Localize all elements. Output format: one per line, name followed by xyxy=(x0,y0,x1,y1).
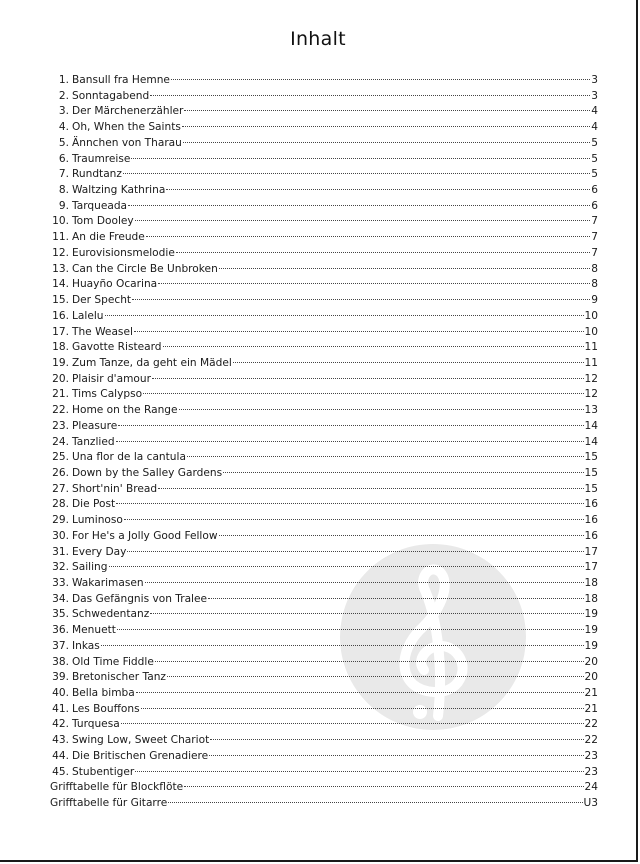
toc-entry-number: 33. xyxy=(52,577,69,589)
toc-entry-number: 44. xyxy=(52,749,69,762)
toc-entry-title: Sailing xyxy=(72,561,108,574)
toc-entry xyxy=(50,450,598,466)
dot-leader xyxy=(135,220,591,221)
toc-entry-page: 24 xyxy=(584,781,598,794)
toc-entry-number: 14. xyxy=(52,278,69,291)
toc-entry xyxy=(50,545,598,561)
toc-entry xyxy=(50,639,598,655)
toc-entry-page: 18 xyxy=(584,592,598,605)
toc-entry xyxy=(50,89,598,105)
dot-leader xyxy=(101,645,584,646)
toc-entry-title: Zum Tanze, da geht ein Mädel xyxy=(72,356,232,369)
toc-entry xyxy=(50,592,598,608)
toc-entry-number: 32. xyxy=(52,561,69,574)
dot-leader xyxy=(182,126,590,127)
toc-entry-number: 10. xyxy=(52,215,69,228)
toc-entry-title: Oh, When the Saints xyxy=(72,121,181,134)
toc-entry xyxy=(50,513,598,529)
toc-entry-title: Una flor de la cantula xyxy=(72,451,186,464)
toc-entry-title: Der Specht xyxy=(72,294,132,307)
dot-leader xyxy=(155,661,584,662)
toc-entry-title: The Weasel xyxy=(72,325,133,338)
toc-entry-page: 23 xyxy=(584,749,598,762)
dot-leader xyxy=(118,425,583,426)
toc-entry-page: 7 xyxy=(591,246,598,259)
toc-entry-title: Inkas xyxy=(72,639,100,652)
dot-leader xyxy=(233,362,584,363)
toc-entry-number: 18. xyxy=(52,341,69,354)
dot-leader xyxy=(117,629,584,630)
toc-entry-page: 13 xyxy=(584,404,598,417)
toc-entry xyxy=(50,655,598,671)
toc-entry xyxy=(50,607,598,623)
toc-entry-number: 38. xyxy=(52,655,69,668)
toc-entry-title: Tanzlied xyxy=(72,435,115,448)
toc-entry-page: 12 xyxy=(584,388,598,401)
toc-entry-number: 23. xyxy=(52,419,69,432)
dot-leader xyxy=(152,378,584,379)
dot-leader xyxy=(136,692,584,693)
toc-entry xyxy=(50,167,598,183)
toc-entry-title: Der Märchenerzähler xyxy=(72,105,184,118)
dot-leader xyxy=(109,566,584,567)
toc-entry-page: 19 xyxy=(584,608,598,621)
toc-entry-page: 11 xyxy=(584,341,598,354)
toc-entry-number: 15. xyxy=(52,294,69,307)
toc-entry-number: 21. xyxy=(52,388,69,401)
page-title: Inhalt xyxy=(290,28,346,50)
toc-entry-page: 3 xyxy=(591,89,598,102)
toc-entry-title: Waltzing Kathrina xyxy=(72,184,166,197)
toc-entry-title: An die Freude xyxy=(72,231,145,244)
toc-entry-page: 14 xyxy=(584,435,598,448)
toc-entry-number: 13. xyxy=(52,262,69,275)
toc-entry-page: 10 xyxy=(584,309,598,322)
toc-entry-page: U3 xyxy=(583,797,598,810)
toc-entry-page: 8 xyxy=(591,262,598,275)
toc-entry-page: 17 xyxy=(584,561,598,574)
toc-entry xyxy=(50,293,598,309)
dot-leader xyxy=(145,582,584,583)
dot-leader xyxy=(184,786,583,787)
dot-leader xyxy=(171,79,590,80)
toc-entry-page: 5 xyxy=(591,152,598,165)
dot-leader xyxy=(209,755,583,756)
toc-entry-title: Lalelu xyxy=(72,309,104,322)
toc-entry-number: 28. xyxy=(52,498,69,511)
dot-leader xyxy=(116,441,584,442)
toc-entry xyxy=(50,796,598,812)
toc-entry xyxy=(50,340,598,356)
toc-entry-number: 30. xyxy=(52,529,69,542)
toc-entry xyxy=(50,419,598,435)
toc-entry-page: 12 xyxy=(584,372,598,385)
toc-entry xyxy=(50,246,598,262)
toc-entry-page: 16 xyxy=(584,514,598,527)
toc-entry-page: 20 xyxy=(584,655,598,668)
toc-entry xyxy=(50,686,598,702)
toc-entry-title: Bella bimba xyxy=(72,687,135,700)
toc-entry-page: 7 xyxy=(591,231,598,244)
toc-entry-page: 17 xyxy=(584,545,598,558)
dot-leader xyxy=(150,95,590,96)
toc-entry-page: 11 xyxy=(584,356,598,369)
toc-entry xyxy=(50,529,598,545)
toc-entry-page: 3 xyxy=(591,74,598,86)
toc-entry-title: Plaisir d'amour xyxy=(72,372,151,385)
toc-entry-title: Down by the Salley Gardens xyxy=(72,466,223,479)
toc-entry-number: 7. xyxy=(58,168,69,181)
toc-entry-title: Wakarimasen xyxy=(72,577,144,589)
toc-entry-number: 4. xyxy=(58,121,69,134)
toc-entry-number: 11. xyxy=(52,231,69,244)
toc-entry-number: 6. xyxy=(58,152,69,165)
toc-entry-number: 41. xyxy=(52,702,69,715)
toc-entry-number: 39. xyxy=(52,671,69,684)
toc-entry xyxy=(50,733,598,749)
toc-entry-page: 16 xyxy=(584,529,598,542)
dot-leader xyxy=(131,158,590,159)
toc-entry-number: 12. xyxy=(52,246,69,259)
dot-leader xyxy=(219,535,584,536)
toc-entry-page: 19 xyxy=(584,624,598,637)
toc-entry-page: 4 xyxy=(591,105,598,118)
toc-entry-number: 1. xyxy=(58,74,69,86)
toc-entry-number: 34. xyxy=(52,592,69,605)
dot-leader xyxy=(158,283,590,284)
dot-leader xyxy=(184,110,590,111)
toc-entry xyxy=(50,183,598,199)
toc-entry-page: 5 xyxy=(591,136,598,149)
toc-entry-number: 37. xyxy=(52,639,69,652)
toc-entry-page: 10 xyxy=(584,325,598,338)
toc-entry xyxy=(50,136,598,152)
toc-entry xyxy=(50,309,598,325)
toc-entry xyxy=(50,623,598,639)
toc-entry xyxy=(50,466,598,482)
toc-entry xyxy=(50,576,598,592)
toc-entry-title: Gavotte Risteard xyxy=(72,341,162,354)
toc-entry-number: 16. xyxy=(52,309,69,322)
toc-entry-page: 21 xyxy=(584,702,598,715)
dot-leader xyxy=(158,488,583,489)
toc-entry-page: 19 xyxy=(584,639,598,652)
dot-leader xyxy=(124,519,584,520)
toc-entry-title: Die Post xyxy=(72,498,116,511)
toc-entry xyxy=(50,560,598,576)
toc-entry-page: 4 xyxy=(591,121,598,134)
dot-leader xyxy=(132,299,590,300)
toc-entry-number: 8. xyxy=(58,184,69,197)
toc-entry-page: 22 xyxy=(584,718,598,731)
toc-entry xyxy=(50,497,598,513)
dot-leader xyxy=(166,189,590,190)
toc-entry-page: 15 xyxy=(584,466,598,479)
toc-entry-page: 5 xyxy=(591,168,598,181)
toc-entry-title: Traumreise xyxy=(72,152,131,165)
toc-entry xyxy=(50,765,598,781)
toc-entry-title: Every Day xyxy=(72,545,127,558)
toc-entry-title: Pleasure xyxy=(72,419,118,432)
toc-entry-number: 43. xyxy=(52,734,69,747)
toc-entry-title: For He's a Jolly Good Fellow xyxy=(72,529,218,542)
toc-entry-number: 29. xyxy=(52,514,69,527)
toc-entry-title: Tom Dooley xyxy=(72,215,134,228)
toc-entry-title: Menuett xyxy=(72,624,116,637)
dot-leader xyxy=(123,173,590,174)
toc-entry xyxy=(50,120,598,136)
toc-entry-number: 31. xyxy=(52,545,69,558)
toc-entry-title: Les Bouffons xyxy=(72,702,140,715)
toc-entry-page: 8 xyxy=(591,278,598,291)
dot-leader xyxy=(134,331,584,332)
dot-leader xyxy=(135,771,583,772)
toc-entry-number: 35. xyxy=(52,608,69,621)
toc-entry-number: 25. xyxy=(52,451,69,464)
toc-entry xyxy=(50,670,598,686)
dot-leader xyxy=(127,551,583,552)
toc-entry-title: Grifftabelle für Blockflöte xyxy=(50,781,184,794)
toc-entry-title: Tims Calypso xyxy=(72,388,143,401)
toc-entry-number: 17. xyxy=(52,325,69,338)
toc-entry-number: 3. xyxy=(58,105,69,118)
dot-leader xyxy=(128,205,590,206)
dot-leader xyxy=(105,315,584,316)
dot-leader xyxy=(150,613,583,614)
toc-entry-page: 6 xyxy=(591,184,598,197)
toc-entry-number: 26. xyxy=(52,466,69,479)
toc-entry-title: Old Time Fiddle xyxy=(72,655,154,668)
toc-entry xyxy=(50,277,598,293)
dot-leader xyxy=(187,456,584,457)
toc-entry-title: Die Britischen Grenadiere xyxy=(72,749,209,762)
dot-leader xyxy=(210,739,583,740)
dot-leader xyxy=(143,393,583,394)
toc-entry-title: Bansull fra Hemne xyxy=(72,74,170,86)
toc-entry-page: 21 xyxy=(584,687,598,700)
toc-entry-number: 24. xyxy=(52,435,69,448)
toc-entry-title: Tarqueada xyxy=(72,199,128,212)
toc-entry-title: Eurovisionsmelodie xyxy=(72,246,175,259)
toc-entry xyxy=(50,262,598,278)
dot-leader xyxy=(179,409,584,410)
toc-entry-page: 18 xyxy=(584,577,598,589)
toc-entry-number: 19. xyxy=(52,356,69,369)
toc-entry-title: Home on the Range xyxy=(72,404,178,417)
dot-leader xyxy=(146,236,590,237)
toc-entry-title: Rundtanz xyxy=(72,168,122,181)
toc-entry-page: 7 xyxy=(591,215,598,228)
toc-entry xyxy=(50,152,598,168)
toc-entry-title: Sonntagabend xyxy=(72,89,150,102)
dot-leader xyxy=(223,472,583,473)
toc-entry xyxy=(50,717,598,733)
toc-entry-page: 22 xyxy=(584,734,598,747)
toc-entry xyxy=(50,372,598,388)
dot-leader xyxy=(141,708,584,709)
toc-entry-number: 45. xyxy=(52,765,69,778)
toc-entry xyxy=(50,199,598,215)
toc-entry xyxy=(50,356,598,372)
toc-entry xyxy=(50,73,598,89)
dot-leader xyxy=(183,142,590,143)
toc-entry xyxy=(50,482,598,498)
toc-entry-number: 36. xyxy=(52,624,69,637)
toc-entry xyxy=(50,435,598,451)
toc-entry xyxy=(50,325,598,341)
toc-entry-title: Short'nin' Bread xyxy=(72,482,158,495)
table-of-contents xyxy=(50,73,598,812)
toc-entry-page: 16 xyxy=(584,498,598,511)
toc-entry-title: Luminoso xyxy=(72,514,123,527)
toc-entry xyxy=(50,403,598,419)
toc-entry-title: Grifftabelle für Gitarre xyxy=(50,797,168,810)
toc-entry xyxy=(50,104,598,120)
toc-entry xyxy=(50,214,598,230)
toc-entry-title: Can the Circle Be Unbroken xyxy=(72,262,218,275)
toc-entry-title: Stubentiger xyxy=(72,765,135,778)
toc-entry-title: Schwedentanz xyxy=(72,608,150,621)
toc-entry-page: 14 xyxy=(584,419,598,432)
toc-entry-number: 42. xyxy=(52,718,69,731)
toc-entry-number: 27. xyxy=(52,482,69,495)
dot-leader xyxy=(116,503,583,504)
dot-leader xyxy=(219,268,590,269)
toc-entry-page: 15 xyxy=(584,451,598,464)
toc-entry-number: 5. xyxy=(58,136,69,149)
dot-leader xyxy=(208,598,583,599)
dot-leader xyxy=(121,723,584,724)
toc-entry-number: 20. xyxy=(52,372,69,385)
toc-entry-number: 9. xyxy=(58,199,69,212)
toc-entry xyxy=(50,230,598,246)
dot-leader xyxy=(167,676,584,677)
toc-entry-title: Swing Low, Sweet Chariot xyxy=(72,734,210,747)
toc-entry-title: Das Gefängnis von Tralee xyxy=(72,592,208,605)
toc-entry-title: Bretonischer Tanz xyxy=(72,671,166,684)
toc-entry-page: 9 xyxy=(591,294,598,307)
toc-entry-title: Huayño Ocarina xyxy=(72,278,158,291)
toc-entry xyxy=(50,387,598,403)
toc-entry-title: Ännchen von Tharau xyxy=(72,136,182,149)
toc-entry-number: 22. xyxy=(52,404,69,417)
toc-entry xyxy=(50,702,598,718)
toc-entry-page: 15 xyxy=(584,482,598,495)
toc-entry-page: 6 xyxy=(591,199,598,212)
toc-entry-title: Turquesa xyxy=(72,718,120,731)
toc-entry-page: 20 xyxy=(584,671,598,684)
dot-leader xyxy=(163,346,584,347)
dot-leader xyxy=(168,802,582,803)
toc-entry-number: 2. xyxy=(58,89,69,102)
toc-entry-page: 23 xyxy=(584,765,598,778)
toc-entry-number: 40. xyxy=(52,687,69,700)
toc-entry xyxy=(50,780,598,796)
dot-leader xyxy=(176,252,590,253)
toc-entry xyxy=(50,749,598,765)
